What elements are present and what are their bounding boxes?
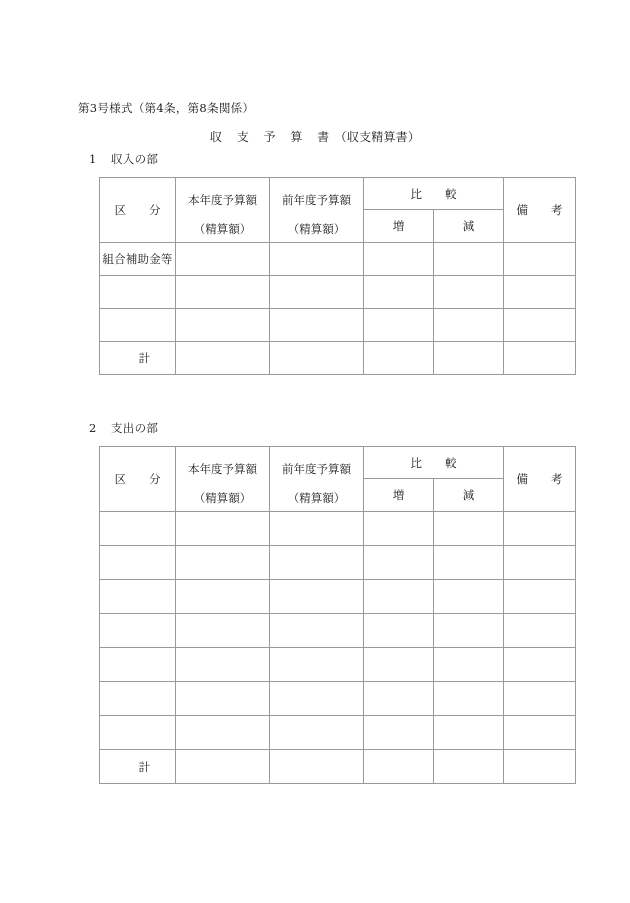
cell-current-year[interactable] bbox=[176, 648, 270, 682]
cell-decrease[interactable] bbox=[434, 342, 504, 375]
current-year-line2: （精算額） bbox=[193, 222, 252, 236]
table-row bbox=[100, 276, 576, 309]
cell-previous-year[interactable] bbox=[270, 580, 364, 614]
cell-division[interactable] bbox=[100, 580, 176, 614]
cell-division[interactable] bbox=[100, 309, 176, 342]
cell-division[interactable] bbox=[100, 614, 176, 648]
cell-note[interactable] bbox=[504, 682, 576, 716]
cell-decrease[interactable] bbox=[434, 546, 504, 580]
cell-decrease[interactable] bbox=[434, 243, 504, 276]
section-title: 支出の部 bbox=[111, 421, 159, 435]
section-number: 2 bbox=[89, 421, 97, 435]
expense-table bbox=[99, 446, 576, 784]
cell-current-year[interactable] bbox=[176, 309, 270, 342]
section-number: 1 bbox=[89, 152, 97, 166]
cell-note[interactable] bbox=[504, 648, 576, 682]
cell-previous-year[interactable] bbox=[270, 276, 364, 309]
table-row bbox=[100, 309, 576, 342]
cell-decrease[interactable] bbox=[434, 716, 504, 750]
income-table-header bbox=[100, 178, 576, 243]
table-row bbox=[100, 512, 576, 546]
cell-current-year[interactable] bbox=[176, 750, 270, 784]
cell-previous-year[interactable] bbox=[270, 614, 364, 648]
column-header-current-year bbox=[176, 447, 270, 512]
cell-increase[interactable] bbox=[364, 243, 434, 276]
header-row-primary bbox=[100, 178, 576, 210]
table-row-total bbox=[100, 342, 576, 375]
column-header-decrease: 減 bbox=[434, 210, 504, 243]
section-heading-expense bbox=[89, 420, 158, 436]
cell-division[interactable] bbox=[100, 716, 176, 750]
table-row bbox=[100, 614, 576, 648]
section-title: 収入の部 bbox=[111, 152, 159, 166]
header-row-primary bbox=[100, 447, 576, 479]
income-table-body bbox=[100, 243, 576, 375]
form-number: 第3号様式（第4条，第8条関係） bbox=[78, 101, 255, 115]
column-header-decrease: 減 bbox=[434, 479, 504, 512]
table-row bbox=[100, 546, 576, 580]
cell-decrease[interactable] bbox=[434, 682, 504, 716]
column-header-division: 区 分 bbox=[100, 447, 176, 512]
table-row bbox=[100, 716, 576, 750]
expense-table-body bbox=[100, 512, 576, 784]
table-row bbox=[100, 243, 576, 276]
previous-year-line2: （精算額） bbox=[287, 491, 346, 505]
cell-note[interactable] bbox=[504, 546, 576, 580]
column-header-division: 区 分 bbox=[100, 178, 176, 243]
column-header-previous-year bbox=[270, 178, 364, 243]
current-year-line1: 本年度予算額 bbox=[188, 192, 257, 207]
cell-note[interactable] bbox=[504, 243, 576, 276]
table-row bbox=[100, 648, 576, 682]
cell-increase[interactable] bbox=[364, 614, 434, 648]
cell-previous-year[interactable] bbox=[270, 682, 364, 716]
cell-increase[interactable] bbox=[364, 309, 434, 342]
cell-previous-year[interactable] bbox=[270, 512, 364, 546]
cell-increase[interactable] bbox=[364, 580, 434, 614]
cell-division[interactable] bbox=[100, 682, 176, 716]
cell-division[interactable] bbox=[100, 546, 176, 580]
cell-current-year[interactable] bbox=[176, 512, 270, 546]
table-row-total bbox=[100, 750, 576, 784]
cell-current-year[interactable] bbox=[176, 580, 270, 614]
cell-increase[interactable] bbox=[364, 648, 434, 682]
cell-note[interactable] bbox=[504, 309, 576, 342]
cell-decrease[interactable] bbox=[434, 276, 504, 309]
cell-increase[interactable] bbox=[364, 750, 434, 784]
cell-previous-year[interactable] bbox=[270, 648, 364, 682]
cell-division[interactable] bbox=[100, 512, 176, 546]
cell-decrease[interactable] bbox=[434, 750, 504, 784]
cell-increase[interactable] bbox=[364, 716, 434, 750]
column-header-note: 備 考 bbox=[504, 178, 576, 243]
column-header-previous-year bbox=[270, 447, 364, 512]
cell-note[interactable] bbox=[504, 342, 576, 375]
cell-increase[interactable] bbox=[364, 342, 434, 375]
cell-increase[interactable] bbox=[364, 682, 434, 716]
cell-decrease[interactable] bbox=[434, 512, 504, 546]
cell-increase[interactable] bbox=[364, 546, 434, 580]
cell-decrease[interactable] bbox=[434, 648, 504, 682]
cell-decrease[interactable] bbox=[434, 614, 504, 648]
cell-previous-year[interactable] bbox=[270, 750, 364, 784]
cell-division-total[interactable]: 計 bbox=[100, 750, 176, 784]
current-year-line2: （精算額） bbox=[193, 491, 252, 505]
cell-division[interactable] bbox=[100, 648, 176, 682]
cell-note[interactable] bbox=[504, 716, 576, 750]
page-title-main: 収 支 予 算 書 bbox=[209, 130, 335, 144]
column-header-note: 備 考 bbox=[504, 447, 576, 512]
cell-decrease[interactable] bbox=[434, 580, 504, 614]
column-header-increase: 増 bbox=[364, 479, 434, 512]
column-header-comparison: 比 較 bbox=[364, 447, 504, 479]
cell-division[interactable]: 組合補助金等 bbox=[100, 243, 176, 276]
expense-table-header bbox=[100, 447, 576, 512]
cell-decrease[interactable] bbox=[434, 309, 504, 342]
cell-note[interactable] bbox=[504, 512, 576, 546]
cell-previous-year[interactable] bbox=[270, 342, 364, 375]
cell-division-total[interactable]: 計 bbox=[100, 342, 176, 375]
cell-previous-year[interactable] bbox=[270, 309, 364, 342]
cell-note[interactable] bbox=[504, 750, 576, 784]
table-row bbox=[100, 580, 576, 614]
previous-year-line2: （精算額） bbox=[287, 222, 346, 236]
cell-current-year[interactable] bbox=[176, 342, 270, 375]
column-header-current-year bbox=[176, 178, 270, 243]
page-title-sub: （収支精算書） bbox=[334, 130, 421, 144]
column-header-comparison: 比 較 bbox=[364, 178, 504, 210]
cell-note[interactable] bbox=[504, 614, 576, 648]
cell-division[interactable] bbox=[100, 276, 176, 309]
page-title bbox=[0, 128, 630, 145]
cell-current-year[interactable] bbox=[176, 276, 270, 309]
cell-current-year[interactable] bbox=[176, 716, 270, 750]
current-year-line1: 本年度予算額 bbox=[188, 461, 257, 476]
previous-year-line1: 前年度予算額 bbox=[282, 461, 351, 476]
cell-current-year[interactable] bbox=[176, 614, 270, 648]
cell-previous-year[interactable] bbox=[270, 546, 364, 580]
cell-previous-year[interactable] bbox=[270, 243, 364, 276]
column-header-increase: 増 bbox=[364, 210, 434, 243]
section-heading-income bbox=[89, 151, 158, 167]
income-table bbox=[99, 177, 576, 375]
cell-current-year[interactable] bbox=[176, 682, 270, 716]
cell-increase[interactable] bbox=[364, 276, 434, 309]
cell-current-year[interactable] bbox=[176, 243, 270, 276]
table-row bbox=[100, 682, 576, 716]
cell-note[interactable] bbox=[504, 276, 576, 309]
previous-year-line1: 前年度予算額 bbox=[282, 192, 351, 207]
cell-note[interactable] bbox=[504, 580, 576, 614]
cell-previous-year[interactable] bbox=[270, 716, 364, 750]
cell-current-year[interactable] bbox=[176, 546, 270, 580]
cell-increase[interactable] bbox=[364, 512, 434, 546]
